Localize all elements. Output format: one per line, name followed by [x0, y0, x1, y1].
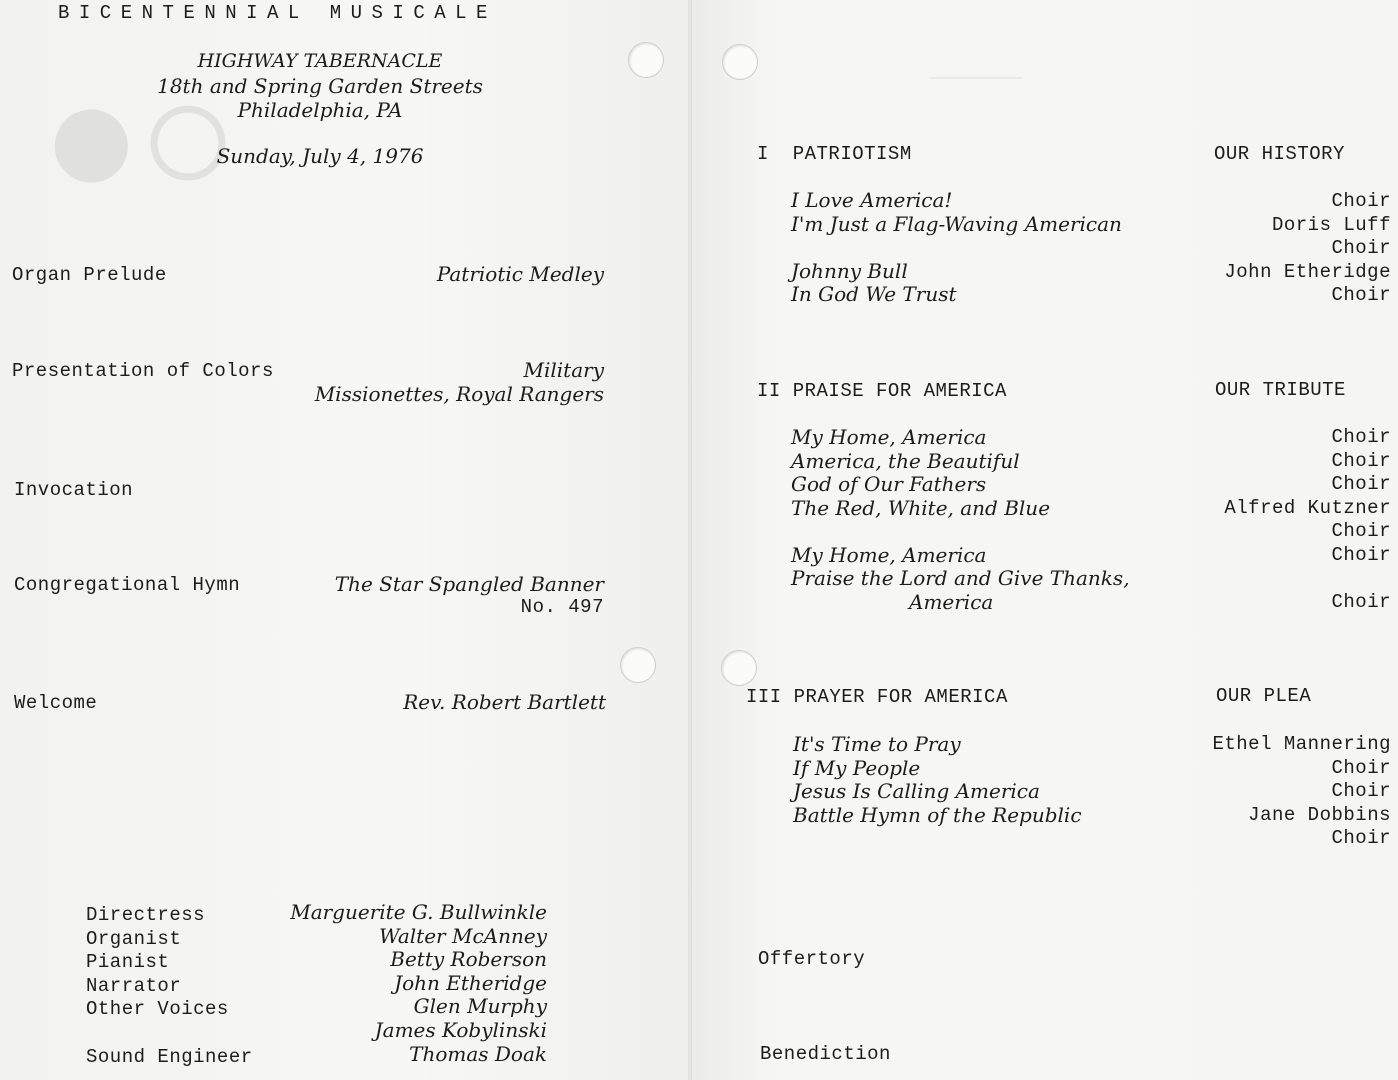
song: Praise the Lord and Give Thanks, [791, 566, 1130, 590]
venue-address: 18th and Spring Garden Streets [157, 74, 483, 98]
venue-name: HIGHWAY TABERNACLE [197, 50, 443, 72]
welcome-value: Rev. Robert Bartlett [403, 690, 606, 714]
song: God of Our Fathers [791, 472, 987, 496]
song: The Red, White, and Blue [791, 495, 1051, 520]
section-2-songs [791, 426, 1130, 614]
service-date: Sunday, July 4, 1976 [216, 144, 424, 168]
section-2-theme: OUR TRIBUTE [1215, 379, 1346, 401]
name-organist: Walter McAnney [379, 923, 547, 948]
song: My Home, America [791, 542, 987, 567]
name-directress: Marguerite G. Bullwinkle [290, 900, 547, 924]
punch-hole [721, 650, 757, 686]
song: Battle Hymn of the Republic [793, 802, 1082, 827]
benediction-label: Benediction [760, 1043, 891, 1065]
song-spacer [791, 520, 1130, 544]
credits-roles [86, 904, 253, 1069]
song-continued: America [909, 589, 994, 614]
invocation-label: Invocation [14, 479, 134, 501]
performer: Choir [1331, 520, 1391, 542]
name-pianist: Betty Roberson [390, 947, 547, 972]
performer: Ethel Mannering [1212, 733, 1391, 755]
section-1-songs [791, 189, 1122, 307]
song: I Love America! [791, 188, 953, 212]
credits-names [240, 901, 547, 1066]
performer-spacer [1150, 567, 1391, 591]
performer: Choir [1331, 426, 1391, 448]
role-sound-engineer: Sound Engineer [86, 1045, 253, 1068]
performer: Jane Dobbins [1248, 803, 1391, 826]
welcome-label: Welcome [14, 692, 98, 714]
section-3-performers [1150, 733, 1391, 851]
performer: Choir [1331, 590, 1391, 613]
song-spacer [791, 236, 1122, 260]
performer: Choir [1331, 543, 1391, 566]
name-other-voice-2: James Kobylinski [374, 1017, 547, 1042]
performer: Choir [1331, 449, 1391, 472]
punch-hole [620, 647, 656, 683]
section-3-songs [793, 733, 1082, 827]
venue-city: Philadelphia, PA [237, 98, 403, 122]
song: It's Time to Pray [793, 732, 961, 756]
performer: Choir [1331, 190, 1391, 212]
role-other-voices: Other Voices [86, 998, 229, 1021]
banner-title: BICENTENNIAL MUSICALE [58, 2, 497, 24]
role-organist: Organist [86, 927, 182, 950]
performer: Choir [1331, 827, 1391, 849]
song: My Home, America [791, 425, 987, 449]
section-1-heading: I PATRIOTISM [757, 143, 912, 165]
performer: Choir [1331, 756, 1391, 779]
song: Jesus Is Calling America [793, 779, 1040, 803]
performer: Choir [1331, 237, 1391, 259]
section-1-performers [1150, 190, 1391, 308]
name-narrator: John Etheridge [394, 970, 547, 995]
punch-hole [722, 44, 758, 80]
colors-label: Presentation of Colors [12, 360, 274, 382]
name-sound-engineer: Thomas Doak [409, 1041, 547, 1066]
song: Johnny Bull [791, 258, 908, 283]
performer: John Etheridge [1224, 260, 1391, 283]
colors-value-military: Military [523, 358, 604, 382]
song: America, the Beautiful [791, 448, 1020, 473]
song: I'm Just a Flag-Waving American [791, 211, 1122, 236]
song: If My People [793, 755, 921, 780]
song: In God We Trust [791, 282, 957, 306]
performer: Choir [1331, 780, 1391, 802]
punch-hole [628, 42, 664, 78]
organ-prelude-label: Organ Prelude [12, 264, 167, 286]
bleed-through-text: ───────── [930, 70, 1022, 89]
section-1-theme: OUR HISTORY [1214, 143, 1345, 165]
role-narrator: Narrator [86, 974, 182, 997]
colors-value-groups: Missionettes, Royal Rangers [314, 382, 604, 406]
hymn-number: No. 497 [520, 596, 604, 618]
performer: Choir [1331, 473, 1391, 495]
section-3-theme: OUR PLEA [1216, 685, 1312, 707]
name-other-voice-1: Glen Murphy [413, 994, 547, 1019]
organ-prelude-value: Patriotic Medley [436, 262, 604, 286]
center-fold [688, 0, 692, 1080]
performer: Alfred Kutzner [1224, 496, 1391, 519]
hymn-label: Congregational Hymn [14, 574, 241, 596]
role-directress: Directress [86, 904, 206, 926]
role-blank [86, 1022, 253, 1046]
performer: Choir [1331, 284, 1391, 306]
offertory-label: Offertory [758, 948, 866, 970]
section-2-heading: II PRAISE FOR AMERICA [757, 380, 1007, 402]
section-3-heading: III PRAYER FOR AMERICA [746, 686, 1008, 708]
section-2-performers [1150, 426, 1391, 614]
performer: Doris Luff [1271, 213, 1391, 236]
bleed-through-graphic: ●○ [40, 43, 234, 231]
hymn-title: The Star Spangled Banner [334, 572, 604, 596]
role-pianist: Pianist [86, 951, 170, 974]
